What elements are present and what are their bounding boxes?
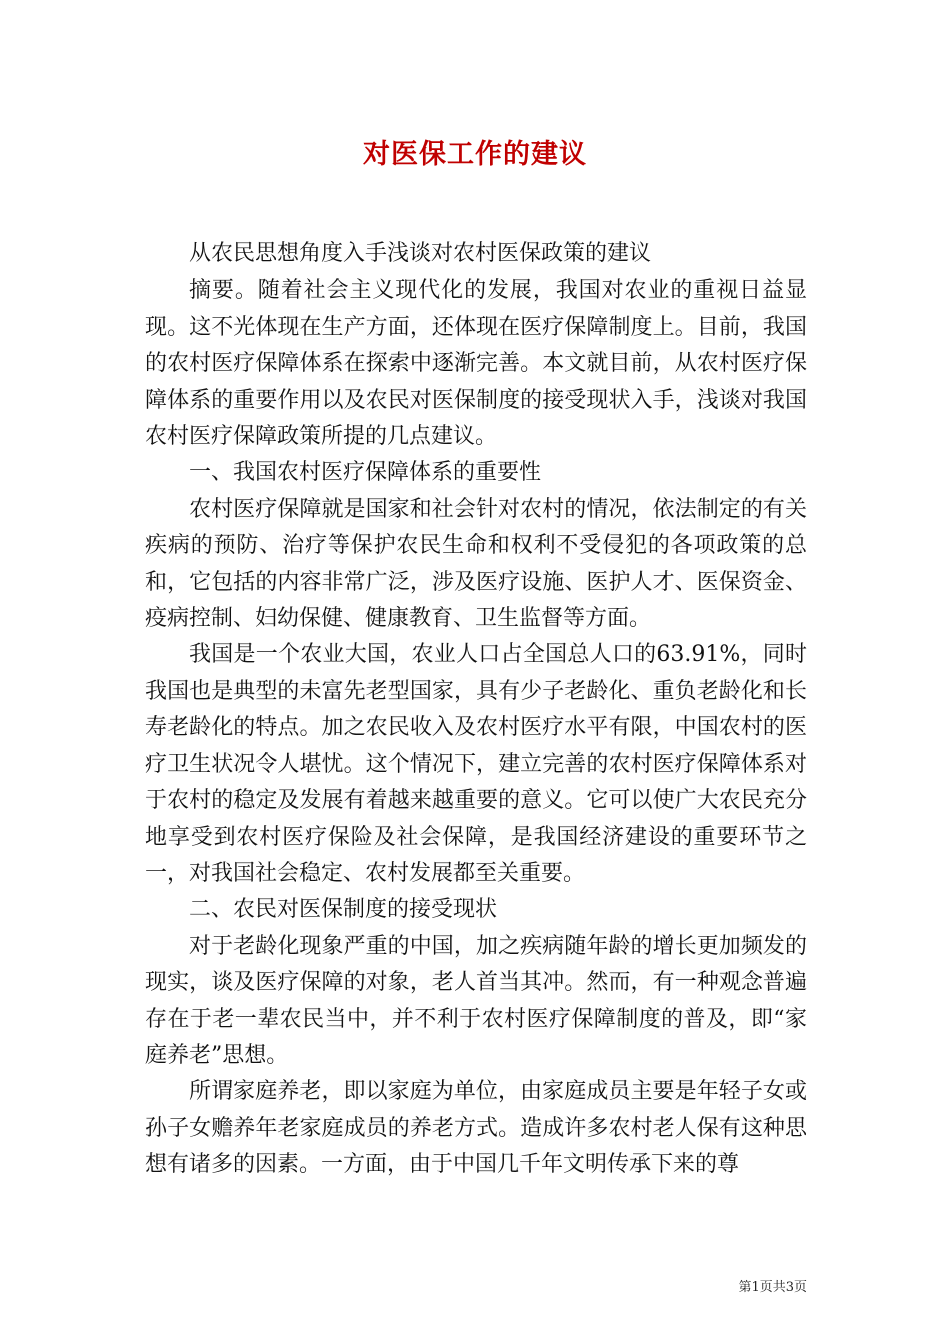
document-body <box>145 236 807 1184</box>
section-heading-2: 二、农民对医保制度的接受现状 <box>189 897 498 923</box>
paragraph-abstract: 摘要。随着社会主义现代化的发展，我国对农业的重视日益显现。这不光体现在生产方面，还体现在医疗保障制度上。目前，我国的农村医疗保障体系在探索中逐渐完善。本文就目前，从农村医疗保障体系的重要作用以及农民对医保制度的接受现状入手，浅谈对我国农村医疗保障政策所提的几点建议。 <box>145 278 807 450</box>
paragraph: 所谓家庭养老，即以家庭为单位，由家庭成员主要是年轻子女或孙子女赡养年老家庭成员的养老方式。造成许多农村老人保有这种思想有诸多的因素。一方面，由于中国几千年文明传承下来的尊 <box>145 1079 807 1178</box>
paragraph: 对于老龄化现象严重的中国，加之疾病随年龄的增长更加频发的现实，谈及医疗保障的对象，老人首当其冲。然而，有一种观念普遍存在于老一辈农民当中，并不利于农村医疗保障制度的普及，即“家庭养老”思想。 <box>145 933 807 1068</box>
page-number-footer: 第1页共3页 <box>738 1280 807 1295</box>
paragraph: 农村医疗保障就是国家和社会针对农村的情况，依法制定的有关疾病的预防、治疗等保护农民生命和权利不受侵犯的各项政策的总和，它包括的内容非常广泛，涉及医疗设施、医护人才、医保资金、疫病控制、妇幼保健、健康教育、卫生监督等方面。 <box>145 496 807 632</box>
document-subtitle: 从农民思想角度入手浅谈对农村医保政策的建议 <box>189 241 652 266</box>
section-heading-1: 一、我国农村医疗保障体系的重要性 <box>189 460 542 486</box>
paragraph: 我国是一个农业大国，农业人口占全国总人口的63.91%，同时我国也是典型的未富先老型国家，具有少子老龄化、重负老龄化和长寿老龄化的特点。加之农民收入及农村医疗水平有限，中国农村的医疗卫生状况令人堪忧。这个情况下，建立完善的农村医疗保障体系对于农村的稳定及发展有着越来越重要的意义。它可以使广大农民充分地享受到农村医疗保险及社会保障，是我国经济建设的重要环节之一，对我国社会稳定、农村发展都至关重要。 <box>145 642 807 886</box>
page-title: 对医保工作的建议 <box>363 139 587 170</box>
